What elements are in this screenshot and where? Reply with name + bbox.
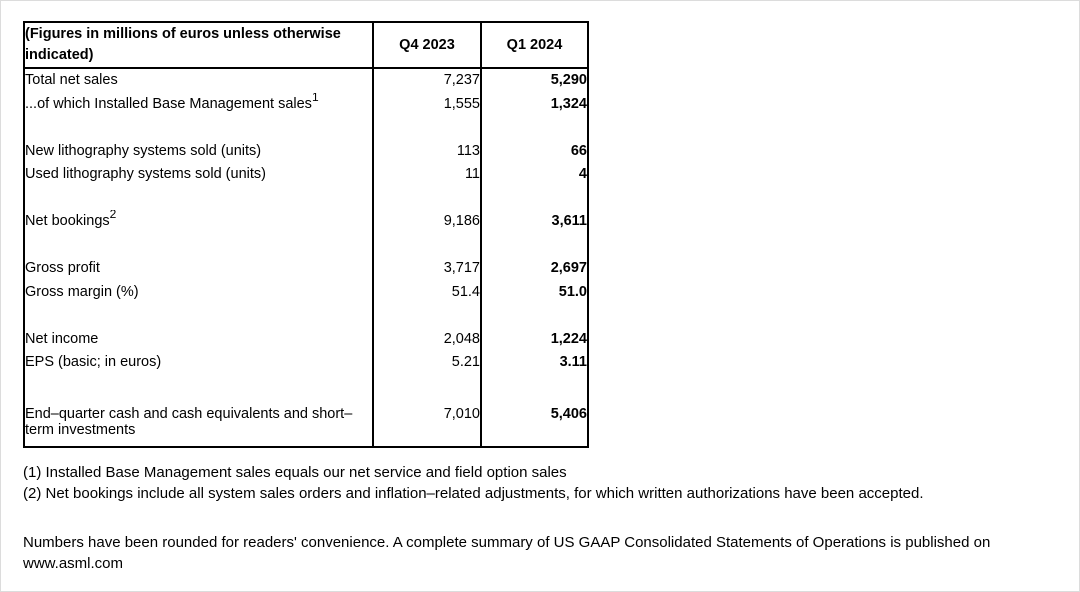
rounding-note-text: Numbers have been rounded for readers' convenience. A complete summary of US GAAP Consolidated Statements of Operations is published on (23, 534, 991, 551)
table-row (24, 140, 588, 164)
row-label: End–quarter cash and cash equivalents and short–term investments (25, 405, 353, 438)
q1-value: 5,290 (481, 68, 588, 93)
spacer-row (24, 116, 588, 140)
q1-value: 4 (481, 163, 588, 187)
table-row (24, 281, 588, 305)
q1-value: 66 (481, 140, 588, 164)
spacer-row (24, 375, 588, 399)
q4-value: 3,717 (373, 257, 481, 281)
q4-value: 7,010 (373, 398, 481, 447)
table-row (24, 93, 588, 117)
rounding-note (23, 532, 1059, 574)
asml-url-text: www.asml.com (23, 555, 124, 572)
table-row (24, 257, 588, 281)
row-label: EPS (basic; in euros) (25, 354, 162, 370)
financial-results-table (23, 21, 589, 448)
column-header-q4-2023: Q4 2023 (373, 22, 481, 68)
q1-value: 51.0 (481, 281, 588, 305)
row-label: Gross profit (25, 260, 100, 276)
table-row (24, 163, 588, 187)
q4-value: 9,186 (373, 210, 481, 234)
page (1, 1, 1079, 574)
table-row (24, 351, 588, 375)
table-caption (24, 22, 373, 68)
table-row (24, 398, 588, 447)
table-row (24, 328, 588, 352)
row-label: Net income (25, 330, 99, 347)
q4-value: 51.4 (373, 281, 481, 305)
row-label: Used lithography systems sold (units) (25, 166, 266, 182)
table-header-row (24, 22, 588, 68)
q1-value: 3,611 (481, 210, 588, 234)
q1-value: 1,324 (481, 93, 588, 117)
q4-value: 113 (373, 140, 481, 164)
caption-line2: indicated) (25, 47, 94, 63)
q1-value: 2,697 (481, 257, 588, 281)
q4-value: 7,237 (373, 68, 481, 93)
row-label: Net bookings$^2$ (24, 210, 373, 234)
row-label: New lithography systems sold (units) (25, 142, 262, 159)
table-row (24, 68, 588, 93)
row-label: Gross margin (%) (25, 283, 139, 300)
row-label: ...of which Installed Base Management sales$^1$ (24, 93, 373, 117)
footnote-1: (1) Installed Base Management sales equals our net service and field option sales (23, 464, 567, 481)
spacer-row (24, 304, 588, 328)
footnote-marker-1: 1 (311, 92, 319, 104)
q4-value: 2,048 (373, 328, 481, 352)
spacer-row (24, 187, 588, 211)
footnotes (23, 463, 1059, 504)
q4-value: 11 (373, 163, 481, 187)
caption-line1: (Figures in millions of euros unless otherwise (25, 26, 341, 42)
footnote-marker-2: 2 (109, 210, 117, 222)
column-header-q1-2024: Q1 2024 (481, 22, 588, 68)
q1-value: 3.11 (481, 351, 588, 375)
table-row (24, 210, 588, 234)
q4-value: 5.21 (373, 351, 481, 375)
q1-value: 5,406 (481, 398, 588, 447)
q1-value: 1,224 (481, 328, 588, 352)
spacer-row (24, 234, 588, 258)
q4-value: 1,555 (373, 93, 481, 117)
row-label: Total net sales (25, 72, 118, 88)
footnote-2: (2) Net bookings include all system sales orders and inflation–related adjustments, for which written authorizations have been accepted. (23, 484, 924, 502)
